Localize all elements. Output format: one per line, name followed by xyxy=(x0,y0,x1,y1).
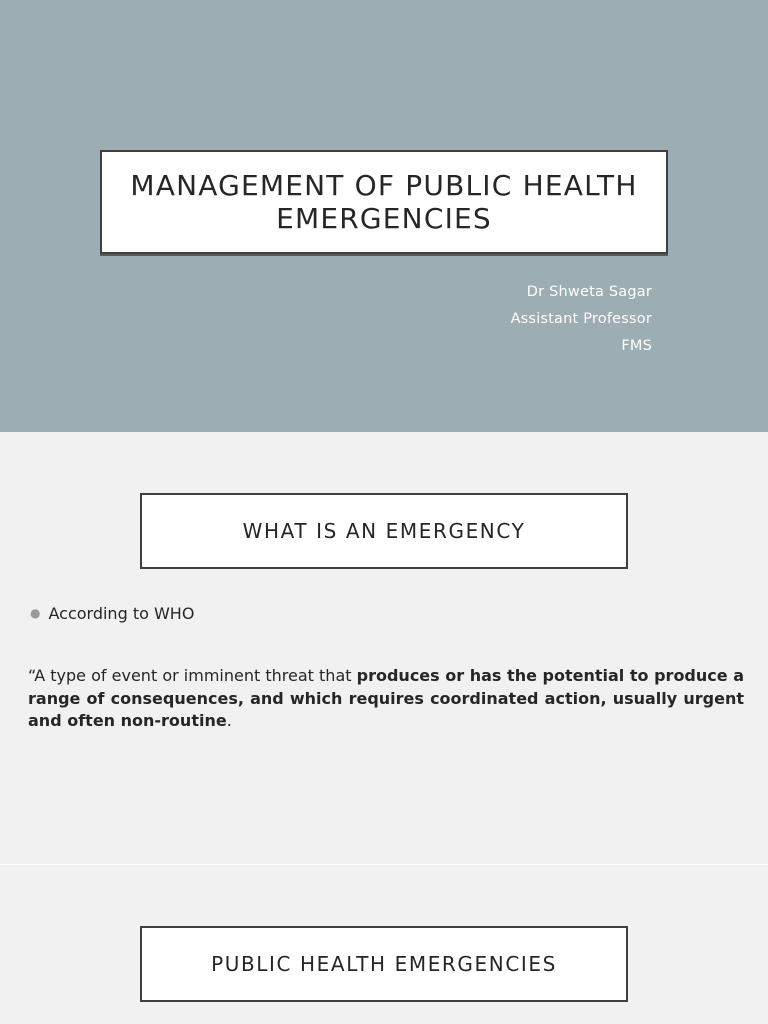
title-slide xyxy=(0,0,768,432)
quote-bold: produces or has the potential to produce a range of consequences, and which requires coordinated action, usually urgent and often non-routine xyxy=(28,666,744,730)
bullet-text: According to WHO xyxy=(48,604,195,623)
quote-end: . xyxy=(226,711,232,730)
author-role: Assistant Professor xyxy=(510,311,652,327)
title-box xyxy=(100,150,668,254)
author-organization: FMS xyxy=(621,338,652,354)
slide-heading: PUBLIC HEALTH EMERGENCIES xyxy=(211,952,557,976)
author-name: Dr Shweta Sagar xyxy=(526,284,652,300)
presentation-title: MANAGEMENT OF PUBLIC HEALTH EMERGENCIES xyxy=(130,169,638,235)
emergency-definition-slide xyxy=(0,432,768,864)
who-definition-quote xyxy=(28,665,744,733)
slide-heading: WHAT IS AN EMERGENCY xyxy=(242,519,526,543)
public-health-emergencies-slide xyxy=(0,865,768,1024)
quote-lead: “A type of event or imminent threat that xyxy=(28,666,357,685)
heading-box xyxy=(140,926,628,1002)
heading-box xyxy=(140,493,628,569)
bullet-dot-icon: ● xyxy=(30,606,41,620)
bullet-item xyxy=(30,604,194,623)
